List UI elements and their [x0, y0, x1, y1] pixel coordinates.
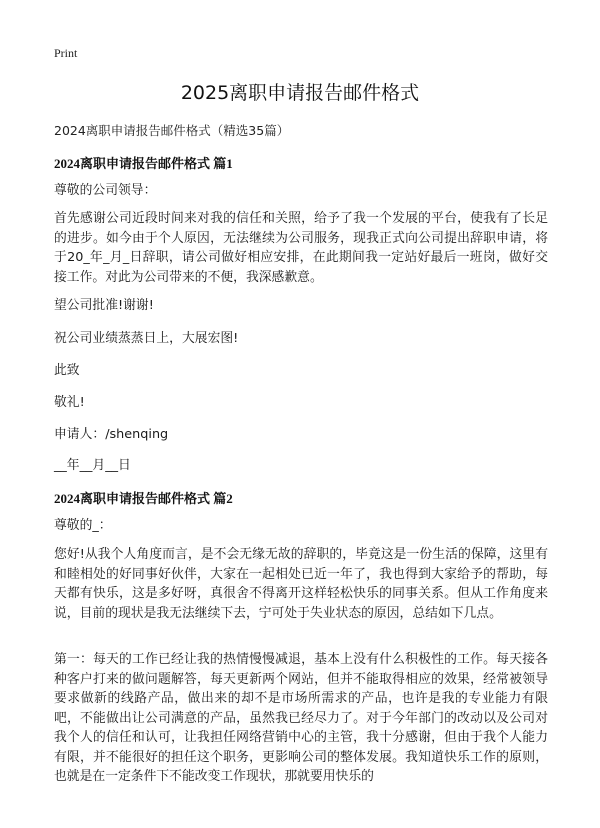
body-paragraph-1: 首先感谢公司近段时间来对我的信任和关照，给予了我一个发展的平台，使我有了长足的进步。如今由于个人原因，无法继续为公司服务，现我正式向公司提出辞职申请，将于20_年_月_日辞职，请公司做好相应安排，在此期间我一定站好最后一班岗，做好交接工作。对此为公司带来的不便，我深感歉意。 — [54, 211, 548, 285]
date-line: __年__月__日 — [54, 458, 131, 473]
document-title: 2025离职申请报告邮件格式 — [180, 82, 420, 104]
closing-line-2: 敬礼! — [54, 395, 85, 410]
document-subtitle: 2024离职申请报告邮件格式（精选35篇） — [54, 123, 290, 138]
applicant-line: 申请人：/shenqing — [54, 427, 169, 442]
print-label: Print — [54, 46, 78, 60]
greeting-1: 尊敬的公司领导： — [54, 183, 157, 198]
section-heading-1: 2024离职申请报告邮件格式 篇1 — [54, 156, 233, 171]
body-paragraph-3: 第一：每天的工作已经让我的热情慢慢减退，基本上没有什么积极性的工作。每天接各种客户打来的做问题解答，每天更新两个网站，但并不能取得相应的效果，经常被领导要求做新的线路产品，做出来的却不是市场所需求的产品，也许是我的专业能力有限吧，不能做出让公司满意的产品，虽然我已经尽力了。对于今年部门的改动以及公司对我个人的信任和认可，让我担任网络营销中心的主管，我十分感谢，但由于我个人能力有限，并不能很好的担任这个职务，更影响公司的整体发展。我知道快乐工作的原则，也就是在一定条件下不能改变工作现状，那就要用快乐的 — [54, 652, 548, 784]
wish-line: 祝公司业绩蒸蒸日上，大展宏图! — [54, 331, 239, 346]
approval-line: 望公司批准!谢谢! — [54, 298, 154, 313]
section-heading-2: 2024离职申请报告邮件格式 篇2 — [54, 491, 233, 506]
body-paragraph-2: 您好!从我个人角度而言，是不会无缘无故的辞职的，毕竟这是一份生活的保障，这里有和睦相处的好同事好伙伴，大家在一起相处已近一年了，我也得到大家给予的帮助，每天都有快乐，这是多好呀，真很舍不得离开这样轻松快乐的同事关系。但从工作角度来说，目前的现状是我无法继续下去，宁可处于失业状态的原因，总结如下几点。 — [54, 547, 548, 621]
closing-line-1: 此致 — [54, 363, 80, 378]
greeting-2: 尊敬的_： — [54, 518, 112, 533]
